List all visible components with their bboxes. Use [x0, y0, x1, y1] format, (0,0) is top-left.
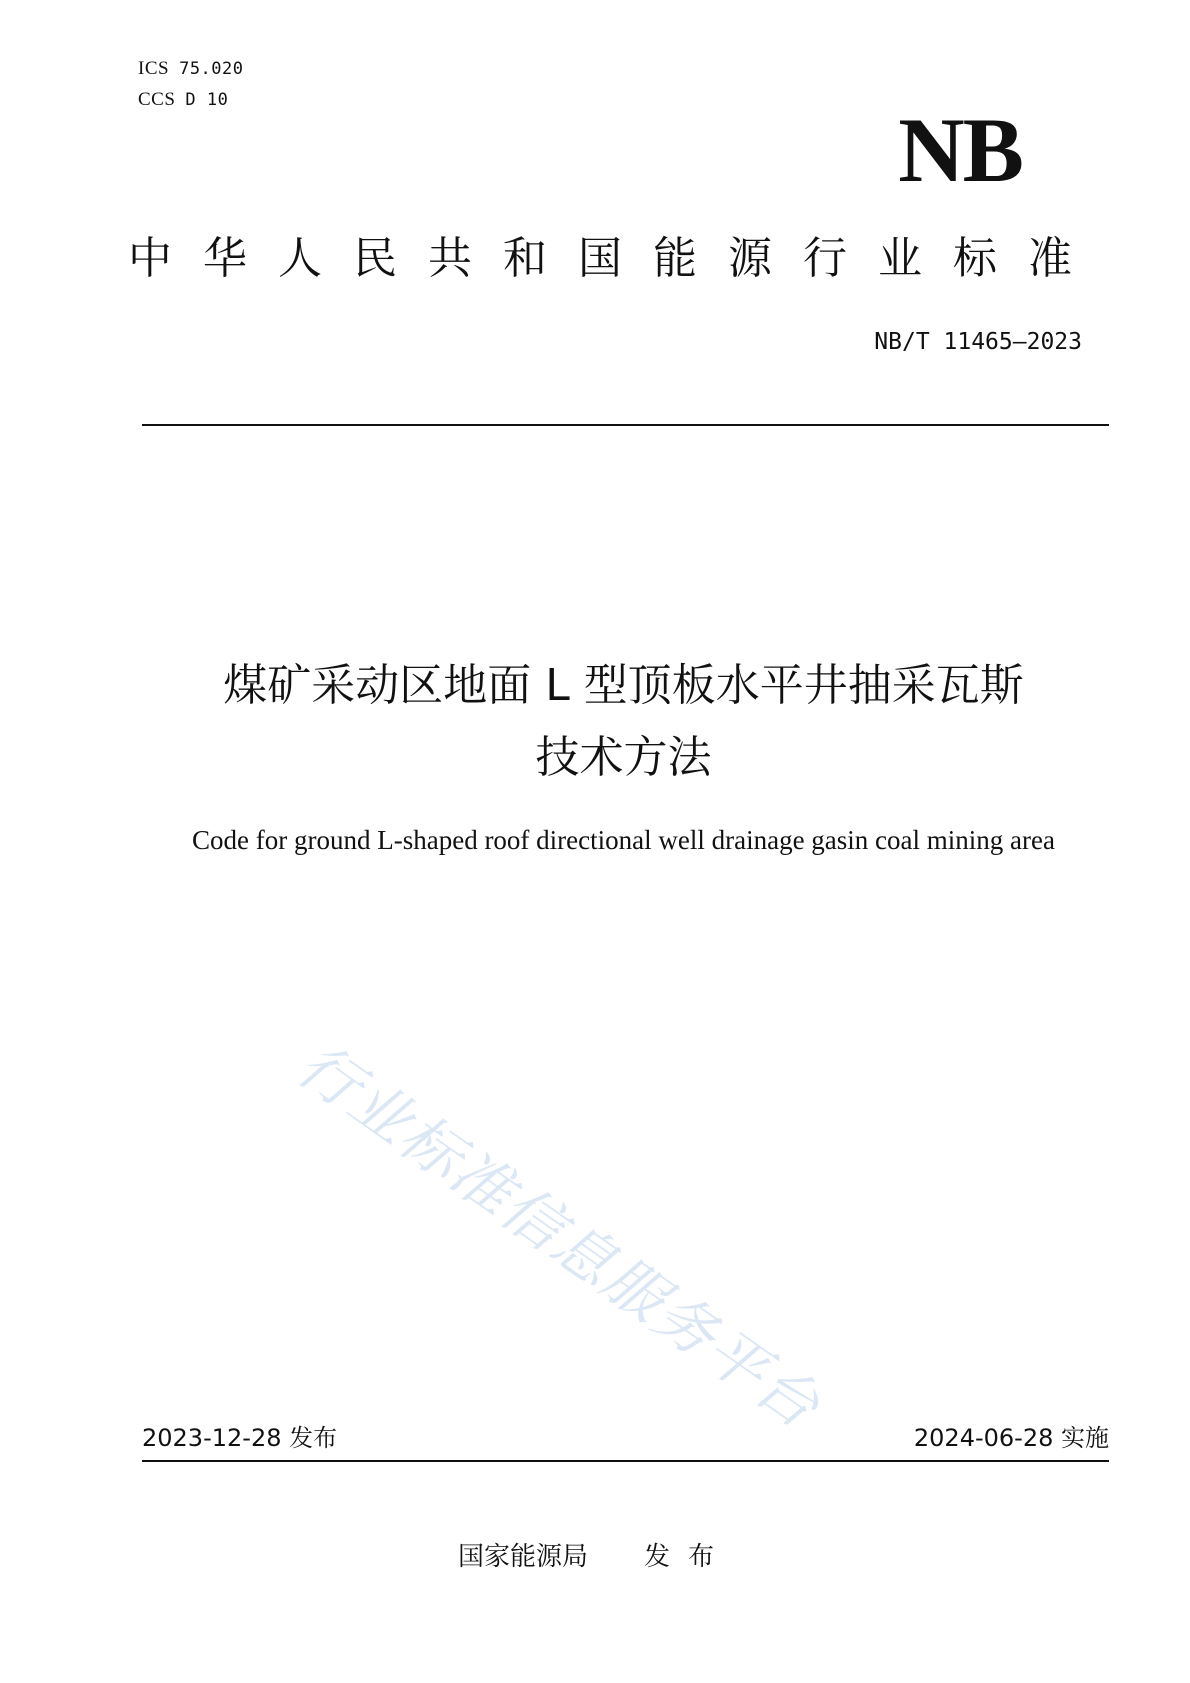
ccs-label: CCS — [138, 89, 176, 110]
chinese-title-line-2: 技术方法 — [535, 732, 712, 783]
watermark: 行业标准信息服务平台 — [284, 1030, 833, 1443]
publisher-line — [0, 1541, 1190, 1573]
issue-date: 2023-12-28 发布 — [142, 1424, 338, 1452]
chinese-title — [100, 650, 1147, 794]
english-title: Code for ground L-shaped roof directional well drainage gasin coal mining area — [192, 825, 1055, 855]
ics-classification — [138, 57, 244, 81]
top-divider — [142, 424, 1109, 426]
nb-logo: NB — [898, 99, 1022, 201]
ccs-classification — [138, 88, 228, 112]
implementation-date: 2024-06-28 实施 — [913, 1424, 1109, 1452]
standard-number: NB/T 11465—2023 — [874, 329, 1082, 355]
ics-label: ICS — [138, 58, 170, 79]
publisher-action: 发布 — [644, 1542, 733, 1572]
chinese-title-line-1: 煤矿采动区地面 L 型顶板水平井抽采瓦斯 — [223, 660, 1024, 711]
ccs-code: D 10 — [185, 90, 229, 110]
standard-category-title: 中华人民共和国能源行业标准 — [128, 233, 1103, 284]
bottom-divider — [142, 1460, 1109, 1462]
publisher-name: 国家能源局 — [457, 1542, 588, 1572]
ics-code: 75.020 — [179, 59, 244, 79]
